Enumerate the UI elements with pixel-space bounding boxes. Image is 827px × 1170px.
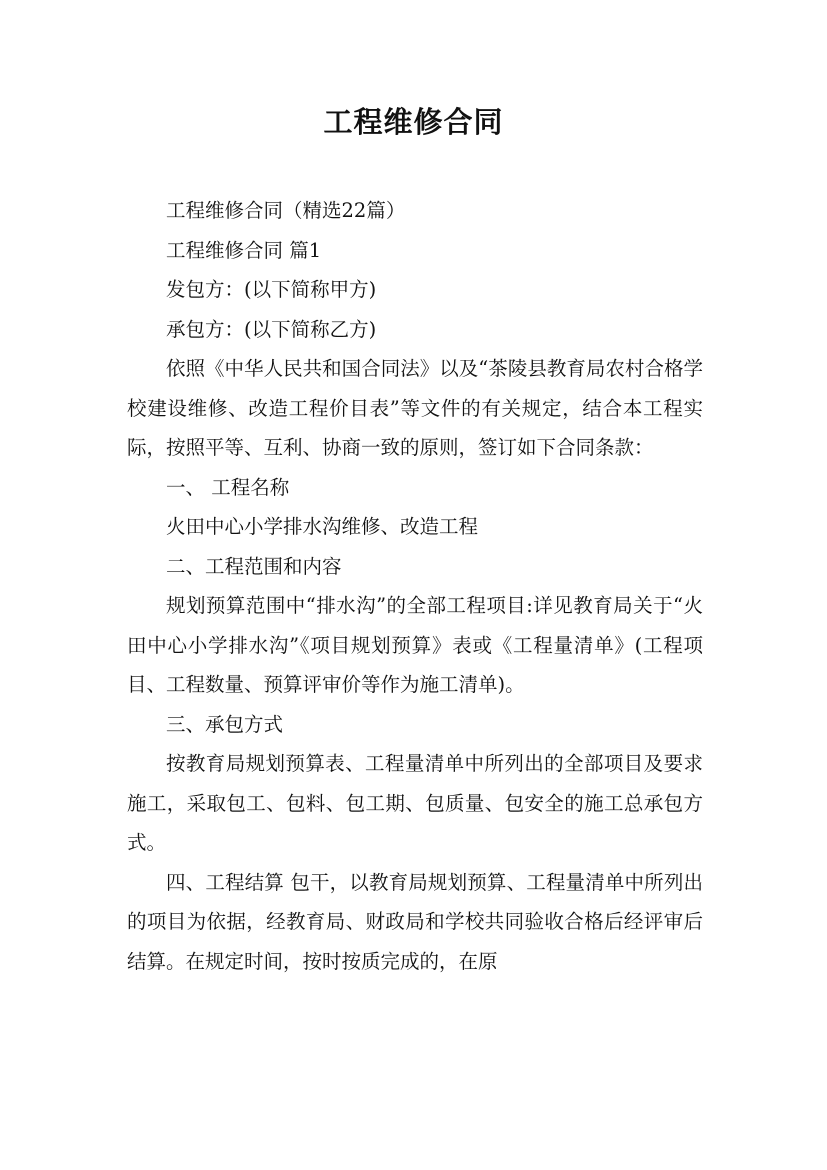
paragraph-employer: 发包方：(以下简称甲方)	[166, 278, 377, 301]
clause-4-body: 四、工程结算 包干，以教育局规划预算、工程量清单中所列出的项目为依据，经教育局、财政局和学校共同验收合格后经评审后结算。在规定时间，按时按质完成的，在原	[127, 870, 703, 973]
clause-1-heading: 一、 工程名称	[166, 475, 290, 499]
paragraph-section-heading: 工程维修合同 篇1	[166, 238, 322, 262]
document-body	[127, 191, 703, 981]
clause-2-heading: 二、工程范围和内容	[166, 554, 342, 578]
paragraph-collection-title: 工程维修合同（精选22篇）	[166, 199, 406, 222]
paragraph-contractor: 承包方：(以下简称乙方)	[166, 317, 377, 341]
document-title: 工程维修合同	[323, 105, 504, 139]
paragraph-preamble: 依照《中华人民共和国合同法》以及“茶陵县教育局农村合格学校建设维修、改造工程价目表”等文件的有关规定，结合本工程实际，按照平等、互利、协商一致的原则，签订如下合同条款：	[127, 357, 703, 459]
clause-2-body: 规划预算范围中“排水沟”的全部工程项目:详见教育局关于“火田中心小学排水沟”《项目规划预算》表或《工程量清单》(工程项目、工程数量、预算评审价等作为施工清单)。	[127, 594, 703, 696]
clause-1-body: 火田中心小学排水沟维修、改造工程	[166, 515, 479, 538]
clause-3-body: 按教育局规划预算表、工程量清单中所列出的全部项目及要求施工，采取包工、包料、包工期、包质量、包安全的施工总承包方式。	[127, 752, 703, 854]
clause-3-heading: 三、承包方式	[166, 712, 284, 736]
